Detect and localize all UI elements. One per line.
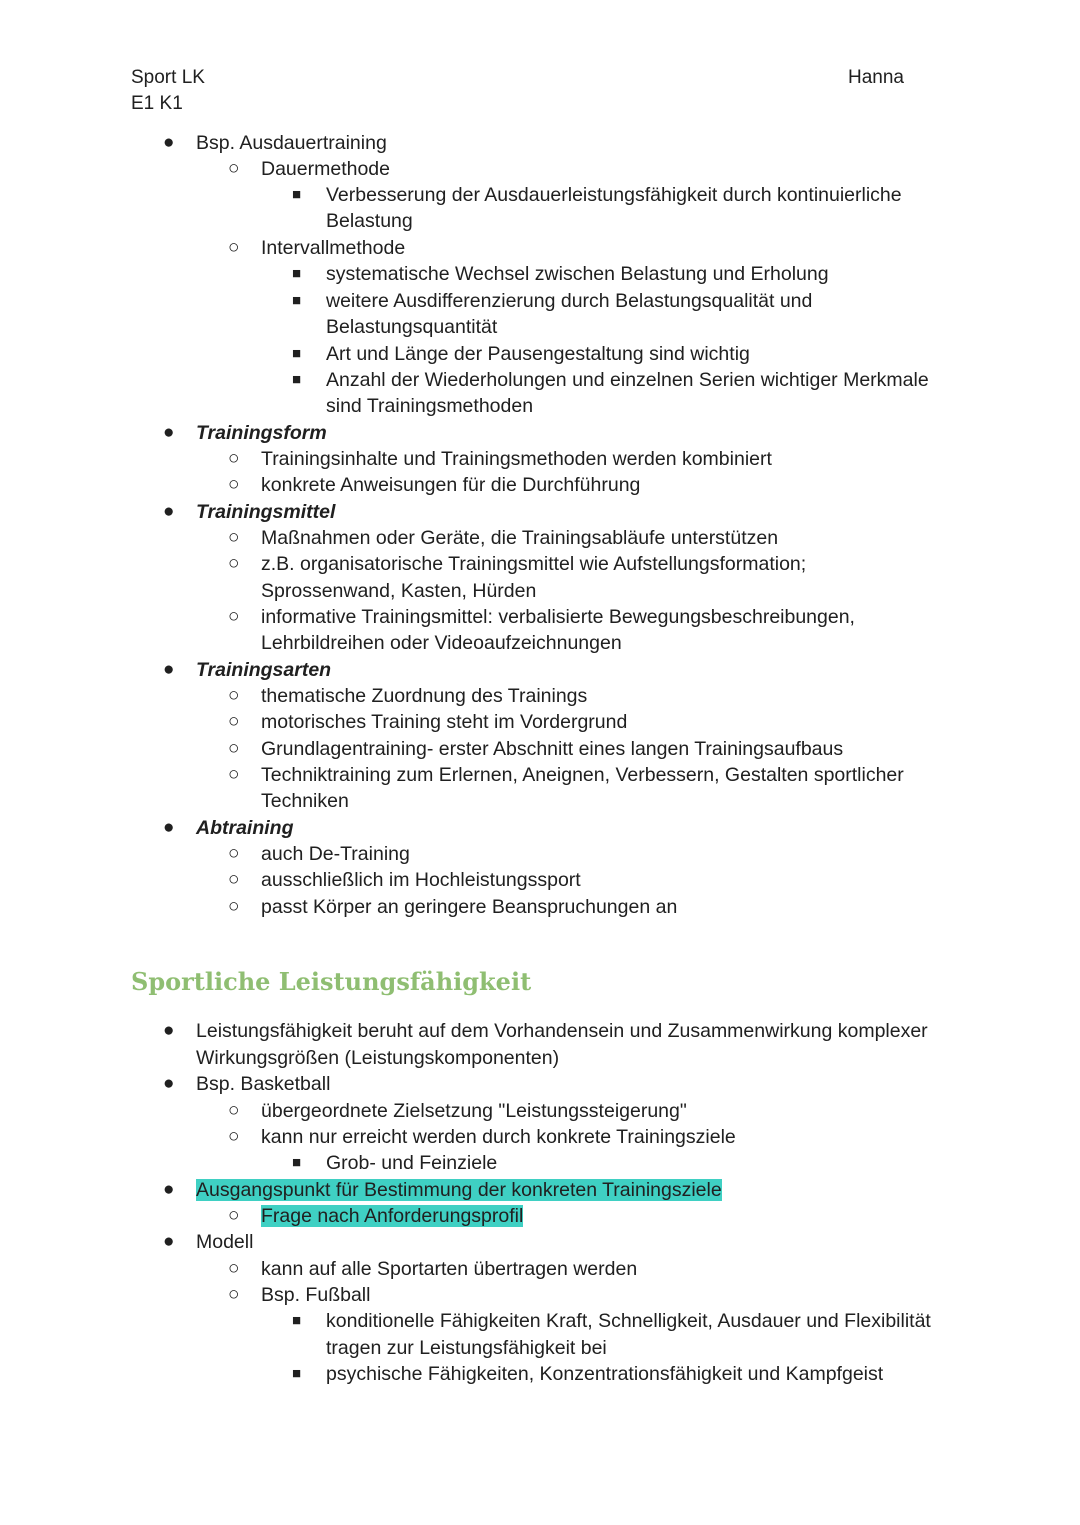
bullet-circle: ○ [228, 869, 240, 890]
bullet-circle: ○ [228, 1205, 240, 1226]
list-item: Trainingsinhalte und Trainingsmethoden werden kombiniert [261, 448, 772, 470]
header-subject: Sport LK [131, 67, 205, 88]
bullet-circle: ○ [228, 1284, 240, 1305]
list-item-highlighted-wrap [261, 1203, 523, 1229]
bullet-disc: ● [163, 1179, 175, 1200]
bullet-disc: ● [163, 1073, 175, 1094]
bullet-circle: ○ [228, 896, 240, 917]
list-item: Techniktraining zum Erlernen, Aneignen, Verbessern, Gestalten sportlicher [261, 764, 904, 786]
bullet-square: ■ [292, 265, 302, 282]
bullet-disc: ● [163, 132, 175, 153]
bullet-circle: ○ [228, 1126, 240, 1147]
section-heading: Sportliche Leistungsfähigkeit [131, 967, 532, 996]
term-heading: Trainingsarten [196, 659, 332, 681]
list-item: Bsp. Ausdauertraining [196, 132, 387, 154]
bullet-square: ■ [292, 1154, 302, 1171]
page-header-left [131, 65, 205, 117]
bullet-square: ■ [292, 292, 302, 309]
bullet-disc: ● [163, 817, 175, 838]
list-item: motorisches Training steht im Vordergrund [261, 711, 628, 733]
bullet-disc: ● [163, 659, 175, 680]
list-item: Bsp. Basketball [196, 1073, 331, 1095]
list-item: Intervallmethode [261, 237, 406, 259]
list-item: Techniken [261, 790, 349, 812]
list-item: Leistungsfähigkeit beruht auf dem Vorhandensein und Zusammenwirkung komplexer [196, 1020, 928, 1042]
list-item: übergeordnete Zielsetzung "Leistungssteigerung" [261, 1100, 687, 1122]
list-item: systematische Wechsel zwischen Belastung und Erholung [326, 263, 829, 285]
bullet-square: ■ [292, 1365, 302, 1382]
bullet-square: ■ [292, 1312, 302, 1329]
list-item: Art und Länge der Pausengestaltung sind wichtig [326, 343, 750, 365]
bullet-disc: ● [163, 501, 175, 522]
list-item: Modell [196, 1231, 254, 1253]
bullet-circle: ○ [228, 711, 240, 732]
list-item: ausschließlich im Hochleistungssport [261, 869, 581, 891]
list-item: weitere Ausdifferenzierung durch Belastungsqualität und [326, 290, 813, 312]
list-item: passt Körper an geringere Beanspruchungen an [261, 896, 678, 918]
bullet-disc: ● [163, 1231, 175, 1252]
bullet-circle: ○ [228, 158, 240, 179]
list-item: konditionelle Fähigkeiten Kraft, Schnelligkeit, Ausdauer und Flexibilität [326, 1310, 931, 1332]
highlighted-text: Frage nach Anforderungsprofil [261, 1205, 524, 1227]
bullet-circle: ○ [228, 606, 240, 627]
list-item: informative Trainingsmittel: verbalisierte Bewegungsbeschreibungen, [261, 606, 855, 628]
list-item: sind Trainingsmethoden [326, 395, 534, 417]
list-item: Dauermethode [261, 158, 390, 180]
bullet-square: ■ [292, 371, 302, 388]
header-unit: E1 K1 [131, 93, 183, 114]
list-item: Sprossenwand, Kasten, Hürden [261, 580, 537, 602]
term-heading: Abtraining [196, 817, 294, 839]
list-item: Belastung [326, 210, 413, 232]
list-item: z.B. organisatorische Trainingsmittel wie Aufstellungsformation; [261, 553, 807, 575]
list-item: thematische Zuordnung des Trainings [261, 685, 588, 707]
list-item: kann nur erreicht werden durch konkrete Trainingsziele [261, 1126, 736, 1148]
list-item: Bsp. Fußball [261, 1284, 371, 1306]
bullet-circle: ○ [228, 685, 240, 706]
bullet-circle: ○ [228, 1100, 240, 1121]
bullet-circle: ○ [228, 553, 240, 574]
list-item: Belastungsquantität [326, 316, 498, 338]
bullet-circle: ○ [228, 474, 240, 495]
list-item: Verbesserung der Ausdauerleistungsfähigkeit durch kontinuierliche [326, 184, 902, 206]
bullet-circle: ○ [228, 527, 240, 548]
bullet-circle: ○ [228, 448, 240, 469]
bullet-circle: ○ [228, 738, 240, 759]
header-author: Hanna [848, 67, 904, 88]
list-item: Maßnahmen oder Geräte, die Trainingsabläufe unterstützen [261, 527, 779, 549]
term-heading: Trainingsform [196, 422, 327, 444]
list-item: tragen zur Leistungsfähigkeit bei [326, 1337, 607, 1359]
bullet-circle: ○ [228, 764, 240, 785]
bullet-circle: ○ [228, 843, 240, 864]
list-item: Lehrbildreihen oder Videoaufzeichnungen [261, 632, 622, 654]
bullet-square: ■ [292, 345, 302, 362]
bullet-circle: ○ [228, 1258, 240, 1279]
bullet-square: ■ [292, 186, 302, 203]
list-item: psychische Fähigkeiten, Konzentrationsfähigkeit und Kampfgeist [326, 1363, 884, 1385]
bullet-circle: ○ [228, 237, 240, 258]
bullet-disc: ● [163, 422, 175, 443]
list-item: Grundlagentraining- erster Abschnitt eines langen Trainingsaufbaus [261, 738, 844, 760]
list-item: konkrete Anweisungen für die Durchführung [261, 474, 641, 496]
list-item: Anzahl der Wiederholungen und einzelnen Serien wichtiger Merkmale [326, 369, 929, 391]
bullet-disc: ● [163, 1020, 175, 1041]
list-item: auch De-Training [261, 843, 410, 865]
list-item: kann auf alle Sportarten übertragen werden [261, 1258, 638, 1280]
highlighted-text: Ausgangspunkt für Bestimmung der konkreten Trainingsziele [196, 1179, 722, 1201]
term-heading: Trainingsmittel [196, 501, 336, 523]
list-item: Wirkungsgrößen (Leistungskomponenten) [196, 1047, 560, 1069]
list-item-highlighted-wrap [196, 1177, 722, 1203]
list-item: Grob- und Feinziele [326, 1152, 498, 1174]
